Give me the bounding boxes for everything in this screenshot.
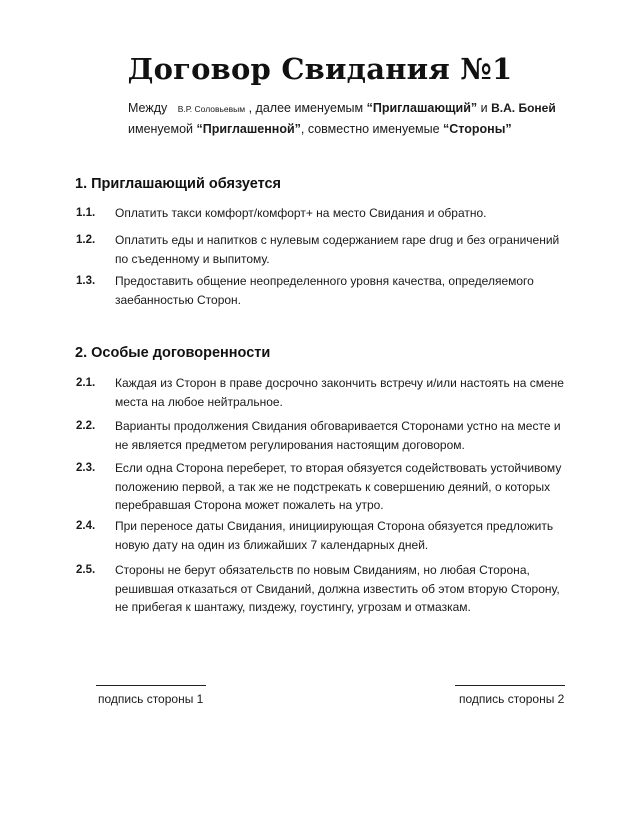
clause-number: 1.2. [76,234,96,246]
section-1-title: 1. Приглашающий обязуется [75,176,282,192]
parties-term: “Стороны” [443,122,512,136]
clause-text [115,204,565,223]
party2-name: В.А. Боней [491,101,556,115]
intro-mid1: , далее именуемым [248,101,367,115]
intro-line-2 [128,119,568,139]
clause-line: новую дату на один из ближайших 7 календарных дней. [115,537,429,552]
clause-number: 2.3. [76,462,96,474]
clause-text [115,374,565,411]
signature-line-2 [455,685,565,686]
clause-line: Предоставить общение неопределенного уровня качества, определяемого [115,274,534,288]
signature-label-2: подпись стороны 2 [459,692,565,706]
clause-text [115,417,565,454]
clause-line: по съеденному и выпитому. [115,251,270,266]
clause-number: 2.2. [76,420,96,432]
clause-line: Стороны не берут обязательств по новым Свиданиям, но любая Сторона, [115,563,530,577]
clause-line: решившая отказаться от Свиданий, должна известить об этом вторую Сторону, [115,581,560,596]
clause-line: Если одна Сторона переберет, то вторая обязуется содействовать устойчивому [115,461,562,475]
clause-text [115,561,565,617]
clause-line: Каждая из Сторон в праве досрочно закончить встречу и/или настоять на смене [115,376,564,390]
clause-number: 2.5. [76,564,96,576]
clause-line: не является предметом регулирования настоящим договором. [115,437,465,452]
clause-line: Оплатить еды и напитков с нулевым содержанием rape drug и без ограничений [115,233,560,247]
section-2-title: 2. Особые договоренности [75,345,271,361]
clause-line: При переносе даты Свидания, инициирующая Сторона обязуется предложить [115,519,554,533]
clause-text [115,459,565,515]
intro-and: и [477,101,492,115]
signature-label-1: подпись стороны 1 [98,692,204,706]
intro-between: Между [128,101,168,115]
intro-jointly: , совместно именуемые [300,122,444,136]
clause-number: 2.4. [76,520,96,532]
clause-line: места на любое нейтральное. [115,394,283,409]
clause-text [115,272,565,309]
clause-number: 1.1. [76,207,96,219]
clause-text [115,517,565,554]
intro-paragraph [128,98,568,139]
clause-text [115,231,565,268]
clause-number: 2.1. [76,377,96,389]
clause-number: 1.3. [76,275,96,287]
clause-line: заебанностью Сторон. [115,292,242,307]
signature-line-1 [96,685,206,686]
document-title: Договор Свидания №1 [127,52,513,86]
intro-named: именуемой [128,122,197,136]
clause-line: Варианты продолжения Свидания обговаривается Сторонами устно на месте и [115,419,561,433]
party1-name: В.Р. Соловьевым [177,104,246,114]
clause-line: не прибегая к шантажу, пиздежу, гоустингу, угрозам и отмазкам. [115,600,471,614]
invited-term: “Приглашенной” [196,122,301,136]
clause-line: перебравшая Сторона может пожалеть на утро. [115,498,384,512]
clause-line: положению первой, а так же не подстрекать к совершению деяний, о которых [115,479,551,494]
inviter-term: “Приглашающий” [366,101,478,115]
clause-line: Оплатить такси комфорт/комфорт+ на место Свидания и обратно. [115,206,487,220]
intro-line-1 [128,98,568,119]
